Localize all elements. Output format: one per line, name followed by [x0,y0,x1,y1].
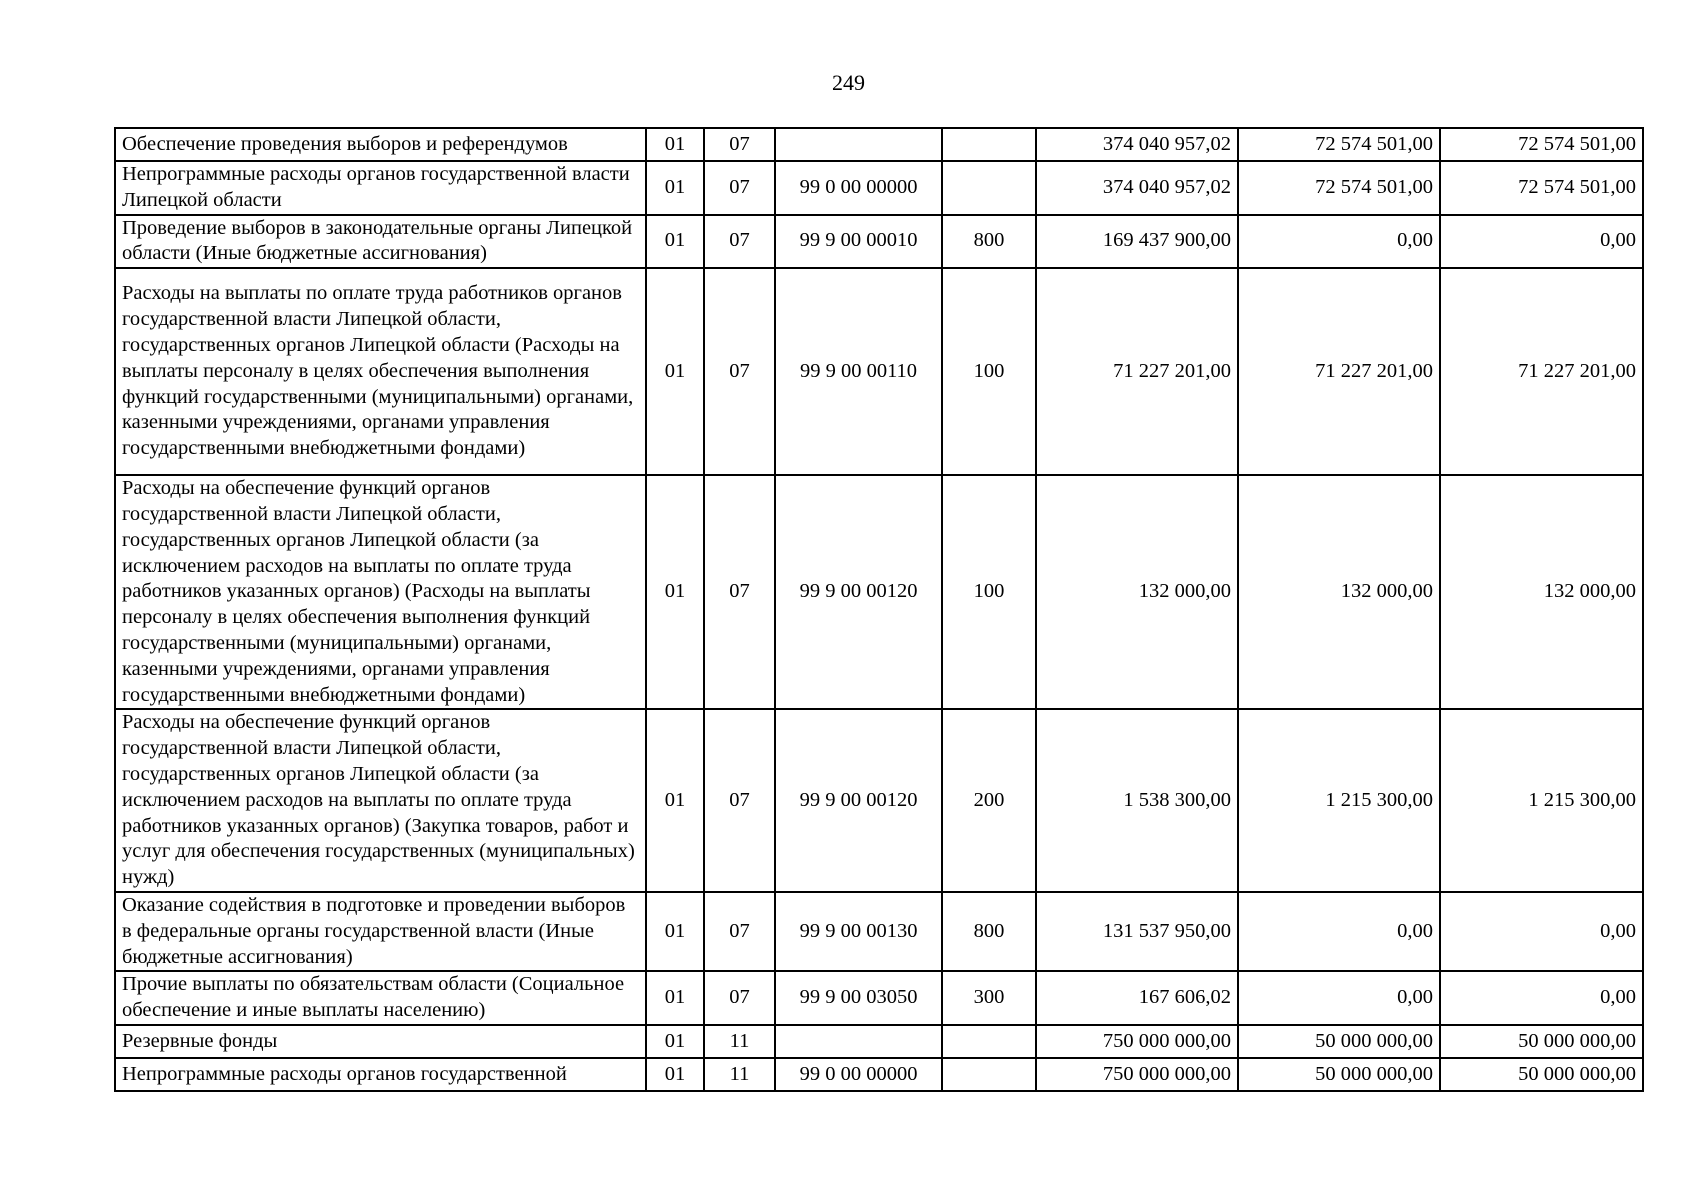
row-sum-year-2: 72 574 501,00 [1238,161,1440,215]
row-section-code: 01 [646,892,704,971]
row-name: Непрограммные расходы органов государственной власти Липецкой области [115,161,646,215]
row-target-article-code: 99 9 00 00110 [775,268,942,475]
table-row [115,161,1643,215]
row-sum-year-2: 132 000,00 [1238,475,1440,709]
row-sum-year-1: 750 000 000,00 [1036,1058,1238,1091]
row-sum-year-1: 169 437 900,00 [1036,215,1238,269]
table-row [115,215,1643,269]
row-section-code: 01 [646,128,704,161]
row-sum-year-2: 50 000 000,00 [1238,1058,1440,1091]
row-sum-year-1: 750 000 000,00 [1036,1025,1238,1058]
table-row [115,128,1643,161]
page-number: 249 [832,70,865,95]
row-subsection-code: 07 [704,268,775,475]
row-expense-type-code: 100 [942,268,1036,475]
table-row [115,709,1643,892]
row-expense-type-code: 100 [942,475,1036,709]
row-section-code: 01 [646,215,704,269]
row-sum-year-1: 374 040 957,02 [1036,161,1238,215]
row-subsection-code: 07 [704,475,775,709]
row-sum-year-1: 71 227 201,00 [1036,268,1238,475]
row-subsection-code: 07 [704,971,775,1025]
row-target-article-code: 99 9 00 00120 [775,709,942,892]
row-sum-year-3: 72 574 501,00 [1440,161,1643,215]
row-target-article-code [775,128,942,161]
row-sum-year-3: 0,00 [1440,215,1643,269]
row-expense-type-code: 800 [942,215,1036,269]
row-subsection-code: 07 [704,161,775,215]
row-sum-year-3: 50 000 000,00 [1440,1058,1643,1091]
row-target-article-code: 99 0 00 00000 [775,161,942,215]
row-name: Непрограммные расходы органов государственной [115,1058,646,1091]
row-subsection-code: 07 [704,892,775,971]
row-name: Расходы на обеспечение функций органов государственной власти Липецкой области, государственных органов Липецкой области (за исключением расходов на выплаты по оплате труда работников указанных органов) (Расходы на выплаты персоналу в целях обеспечения выполнения функций государственными (муниципальными) органами, казенными учреждениями, органами управления государственными внебюджетными фондами) [115,475,646,709]
row-subsection-code: 11 [704,1058,775,1091]
row-sum-year-1: 132 000,00 [1036,475,1238,709]
row-sum-year-1: 374 040 957,02 [1036,128,1238,161]
row-sum-year-3: 71 227 201,00 [1440,268,1643,475]
row-sum-year-3: 0,00 [1440,892,1643,971]
row-subsection-code: 07 [704,128,775,161]
table-row [115,1058,1643,1091]
row-sum-year-2: 0,00 [1238,215,1440,269]
row-target-article-code: 99 9 00 00130 [775,892,942,971]
row-section-code: 01 [646,971,704,1025]
row-expense-type-code [942,1025,1036,1058]
row-section-code: 01 [646,1058,704,1091]
row-section-code: 01 [646,268,704,475]
row-section-code: 01 [646,161,704,215]
row-section-code: 01 [646,475,704,709]
row-expense-type-code [942,161,1036,215]
row-subsection-code: 11 [704,1025,775,1058]
row-target-article-code [775,1025,942,1058]
table-row [115,475,1643,709]
row-expense-type-code [942,1058,1036,1091]
row-name: Оказание содействия в подготовке и проведении выборов в федеральные органы государственной власти (Иные бюджетные ассигнования) [115,892,646,971]
budget-table [114,127,1644,1092]
row-sum-year-2: 0,00 [1238,892,1440,971]
row-name: Проведение выборов в законодательные органы Липецкой области (Иные бюджетные ассигнования) [115,215,646,269]
row-expense-type-code: 300 [942,971,1036,1025]
row-name: Расходы на обеспечение функций органов государственной власти Липецкой области, государственных органов Липецкой области (за исключением расходов на выплаты по оплате труда работников указанных органов) (Закупка товаров, работ и услуг для обеспечения государственных (муниципальных) нужд) [115,709,646,892]
row-sum-year-3: 132 000,00 [1440,475,1643,709]
row-expense-type-code: 800 [942,892,1036,971]
row-expense-type-code [942,128,1036,161]
row-name: Прочие выплаты по обязательствам области (Социальное обеспечение и иные выплаты населению) [115,971,646,1025]
row-name: Обеспечение проведения выборов и референдумов [115,128,646,161]
row-sum-year-2: 72 574 501,00 [1238,128,1440,161]
row-section-code: 01 [646,1025,704,1058]
table-row [115,971,1643,1025]
row-sum-year-3: 50 000 000,00 [1440,1025,1643,1058]
row-sum-year-2: 50 000 000,00 [1238,1025,1440,1058]
row-name: Резервные фонды [115,1025,646,1058]
row-sum-year-1: 131 537 950,00 [1036,892,1238,971]
row-target-article-code: 99 9 00 00120 [775,475,942,709]
row-expense-type-code: 200 [942,709,1036,892]
table-row [115,892,1643,971]
row-section-code: 01 [646,709,704,892]
row-subsection-code: 07 [704,709,775,892]
row-name: Расходы на выплаты по оплате труда работников органов государственной власти Липецкой области, государственных органов Липецкой области (Расходы на выплаты персоналу в целях обеспечения выполнения функций государственными (муниципальными) органами, казенными учреждениями, органами управления государственными внебюджетными фондами) [115,268,646,475]
row-sum-year-2: 71 227 201,00 [1238,268,1440,475]
row-sum-year-3: 0,00 [1440,971,1643,1025]
row-target-article-code: 99 9 00 03050 [775,971,942,1025]
row-sum-year-3: 72 574 501,00 [1440,128,1643,161]
table-row [115,268,1643,475]
row-sum-year-1: 167 606,02 [1036,971,1238,1025]
row-target-article-code: 99 9 00 00010 [775,215,942,269]
row-target-article-code: 99 0 00 00000 [775,1058,942,1091]
row-sum-year-1: 1 538 300,00 [1036,709,1238,892]
row-sum-year-3: 1 215 300,00 [1440,709,1643,892]
row-sum-year-2: 0,00 [1238,971,1440,1025]
table-row [115,1025,1643,1058]
row-subsection-code: 07 [704,215,775,269]
row-sum-year-2: 1 215 300,00 [1238,709,1440,892]
